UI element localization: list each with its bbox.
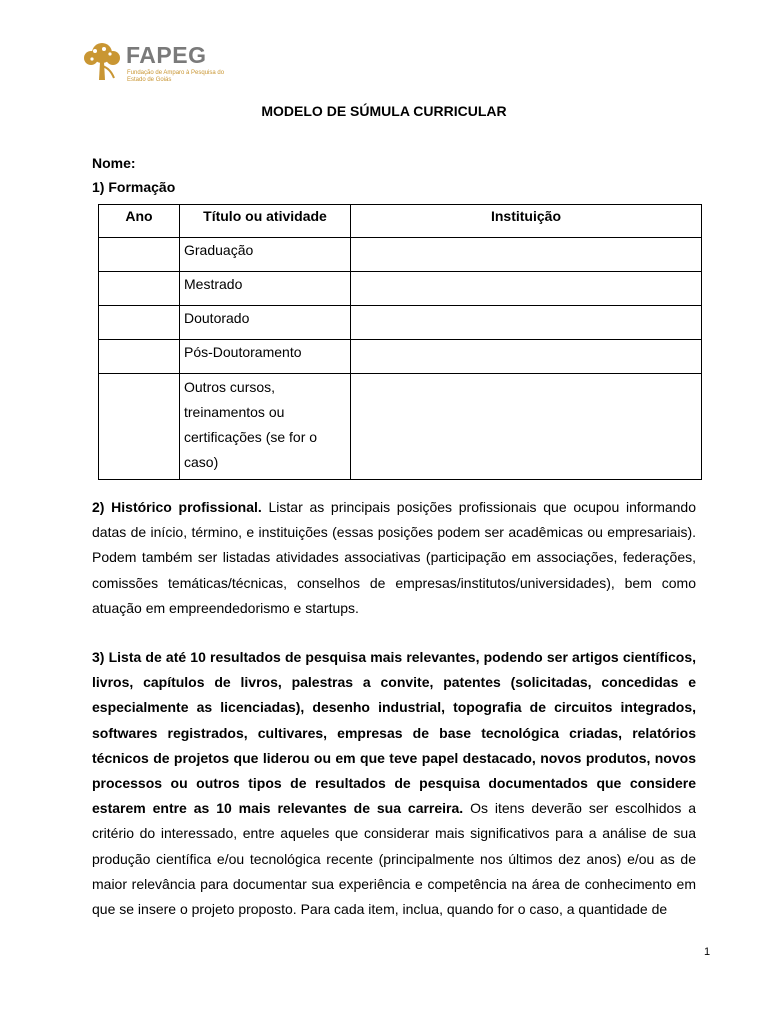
header-instituicao: Instituição [351,205,702,238]
table-row [99,340,702,374]
page-title: MODELO DE SÚMULA CURRICULAR [261,103,507,119]
table-row [99,374,702,480]
header-ano: Ano [99,205,180,238]
ano-cell[interactable] [99,340,180,374]
formacao-table [98,204,702,480]
page-number: 1 [704,946,711,958]
resultados-text: Os itens deverão ser escolhidos a critério do interessado, entre aqueles que considerar mais significativos para a análise de sua produção científica e/ou tecnológica recente (principalmente nos últimos dez anos) e/ou as de maior relevância para documentar sua experiência e competência na área de conhecimento em que se insere o projeto proposto. Para cada item, inclua, quando for o caso, a quantidade de [92,800,697,918]
table-header-row [99,205,702,238]
titulo-cell: Mestrado [180,272,351,306]
ano-cell[interactable] [99,238,180,272]
header-titulo: Título ou atividade [180,205,351,238]
instituicao-cell[interactable] [351,374,702,480]
titulo-cell: Pós-Doutoramento [180,340,351,374]
instituicao-cell[interactable] [351,238,702,272]
historico-paragraph [92,495,696,621]
instituicao-cell[interactable] [351,272,702,306]
titulo-cell: Graduação [180,238,351,272]
titulo-cell: Doutorado [180,306,351,340]
formacao-label: 1) Formação [92,179,176,195]
fapeg-logo [80,40,230,92]
logo-subtitle: Fundação de Amparo à Pesquisa do Estado de Goiás [127,70,225,83]
table-row [99,272,702,306]
historico-text: Listar as principais posições profissionais que ocupou informando datas de início, término, e instituições (essas posições podem ser acadêmicas ou empresariais). Podem também ser listadas atividades associativas (participação em associações, federações, comissões temáticas/técnicas, conselhos de empresas/institutos/universidades), bem como atuação em empreendedorismo e startups. [92,499,697,616]
nome-label: Nome: [92,155,136,171]
ano-cell[interactable] [99,306,180,340]
resultados-paragraph [92,645,696,922]
instituicao-cell[interactable] [351,306,702,340]
table-row [99,238,702,272]
ano-cell[interactable] [99,272,180,306]
historico-heading: 2) Histórico profissional. [92,499,262,515]
titulo-cell: Outros cursos, treinamentos ou certificações (se for o caso) [180,374,351,480]
resultados-heading: 3) Lista de até 10 resultados de pesquisa mais relevantes, podendo ser artigos científicos, livros, capítulos de livros, palestras a convite, patentes (solicitadas, concedidas e especialmente as licenciadas), desenho industrial, topografia de circuitos integrados, softwares registrados, cultivares, empresas de base tecnológica criadas, relatórios técnicos de projetos que liderou ou em que teve papel destacado, novos produtos, novos processos ou outros tipos de resultados de pesquisa documentados que considere estarem entre as 10 mais relevantes de sua carreira. [92,649,696,817]
instituicao-cell[interactable] [351,340,702,374]
tree-icon [80,40,124,84]
logo-name: FAPEG [126,42,207,68]
table-row [99,306,702,340]
ano-cell[interactable] [99,374,180,480]
